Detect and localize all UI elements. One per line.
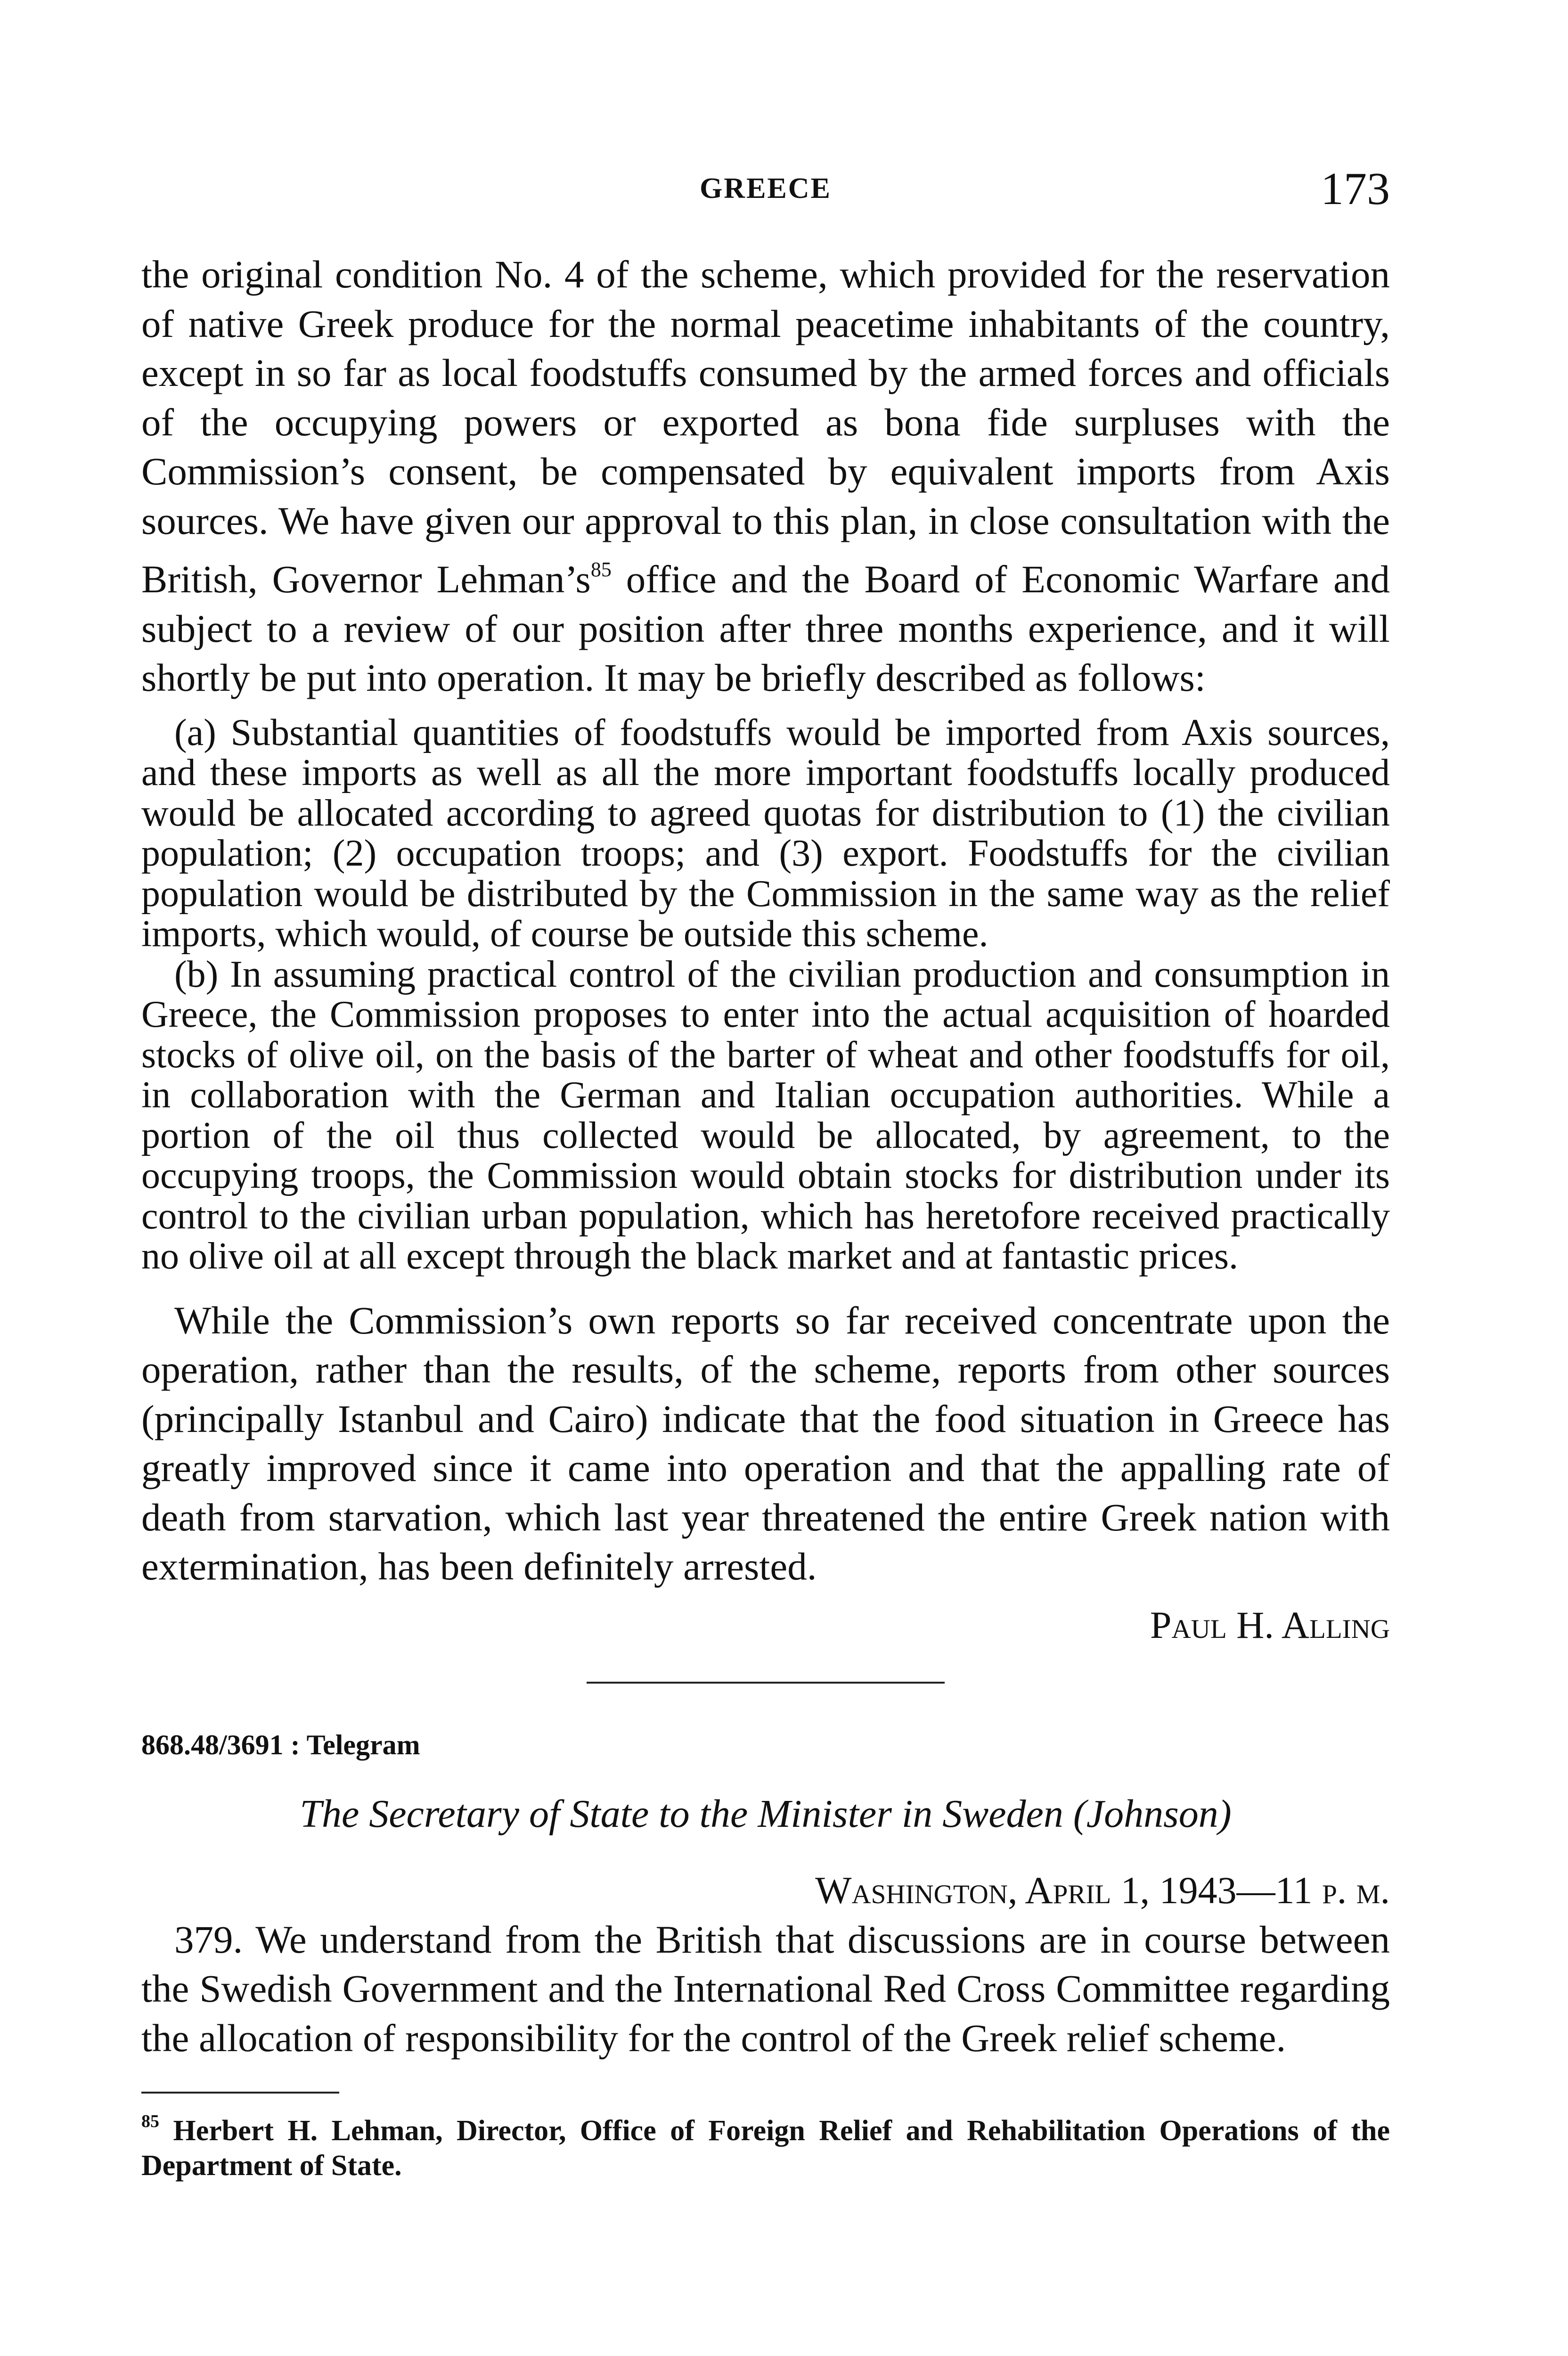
footnote xyxy=(141,2104,1390,2183)
paragraph-summary: While the Commission’s own reports so far received concentrate upon the operation, rather than the results, of the scheme, reports from other sources (principally Istanbul and Cairo) indicate that the food situation in Greece has greatly improved since it came into operation and that the appalling rate of death from starvation, which last year threatened the entire Greek nation with extermination, has been definitely arrested. xyxy=(141,1298,1390,1588)
file-reference: 868.48/3691 : Telegram xyxy=(141,1729,420,1760)
document-heading: The Secretary of State to the Minister in Sweden (Johnson) xyxy=(300,1792,1232,1836)
paragraph-text: office and the Board of Economic Warfare and subject to a review of our position after three months experience, and it will shortly be put into operation. It may be briefly described as follows: xyxy=(141,557,1390,699)
footnote-reference: 85 xyxy=(590,558,612,581)
running-title: GREECE xyxy=(700,172,832,205)
list-item-b: (b) In assuming practical control of the civilian production and consumption in Greece, the Commission proposes to enter into the actual acquisition of hoarded stocks of olive oil, on the basis of the barter of wheat and other foodstuffs for oil, in collaboration with the German and Italian occupation authorities. While a portion of the oil thus collected would be allocated, by agreement, to the occupying troops, the Commission would obtain stocks for distribution under its control to the civilian urban population, which has heretofore received practically no olive oil at all except through the black market and at fantastic prices. xyxy=(141,953,1390,1277)
dateline xyxy=(141,1866,1390,1915)
dateline-text: Washington, April 1, 1943—11 p. m. xyxy=(815,1868,1390,1912)
signature: Paul H. Alling xyxy=(1150,1603,1390,1646)
running-head xyxy=(141,163,1390,214)
telegram-text: 379. We understand from the British that discussions are in course between the Swedish Government and the International Red Cross Committee regarding the allocation of responsibility for the control of the Greek relief scheme. xyxy=(141,1917,1390,2060)
paragraph-continuation xyxy=(141,250,1390,703)
document-body xyxy=(141,250,1390,2183)
paragraph-text: the original condition No. 4 of the scheme, which provided for the reservation of native Greek produce for the normal peacetime inhabitants of the country, except in so far as local foodstuffs consumed by the armed forces and officials of the occupying powers or exported as bona fide surpluses with the Commission’s consent, be compensated by equivalent imports from Axis sources. We have given our approval to this plan, in close consultation with the British, Governor Lehman’s xyxy=(141,253,1390,601)
list-item-a: (a) Substantial quantities of foodstuffs would be imported from Axis sources, and these imports as well as all the more important foodstuffs locally produced would be allocated according to agreed quotas for distribution to (1) the civilian population; (2) occupation troops; and (3) export. Foodstuffs for the civilian population would be distributed by the Commission in the same way as the relief imports, which would, of course be outside this scheme. xyxy=(141,712,1390,955)
footnote-divider xyxy=(141,2092,339,2094)
page-number: 173 xyxy=(1321,164,1390,214)
footnote-text: Herbert H. Lehman, Director, Office of Foreign Relief and Rehabilitation Operations of the Department of State. xyxy=(141,2115,1390,2182)
footnote-number: 85 xyxy=(141,2111,159,2131)
section-divider xyxy=(587,1682,945,1684)
